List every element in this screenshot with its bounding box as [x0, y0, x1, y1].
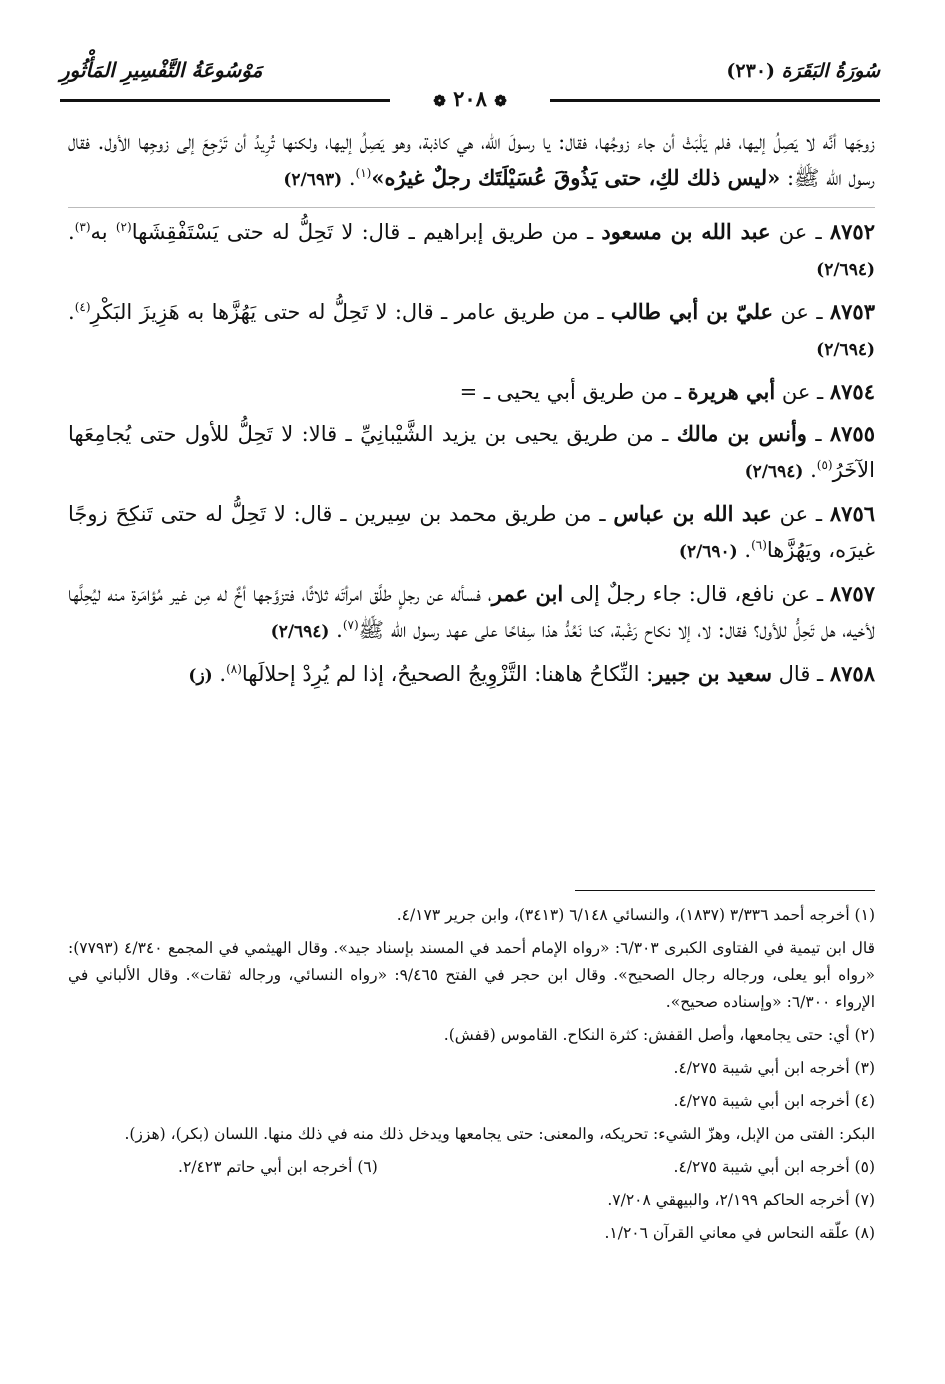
- ornament-icon: ❁: [494, 92, 507, 110]
- volume-reference: (٢/٦٩٤): [816, 340, 875, 360]
- footnote-1: (١) أخرجه أحمد ٣/٣٣٦ (١٨٣٧)، والنسائي ٦/١٤٨ (٣٤١٣)، وابن جرير ٤/١٧٣.: [396, 906, 875, 924]
- narration-paragraph: [68, 416, 875, 490]
- text-run: زوجَها أنَّه لا يَصِلُ إليها، فلم يَلْبَثْ أن جاء زوجُها، فقال: يا رسولَ الله، هي كاذبة، وهو يَصِلُ إليها، ولكنها تُرِيدُ أن تَرْجِعَ إلى زوجِها الأول. فقال رسول الله ﷺ:: [68, 130, 875, 190]
- text-run: .: [68, 220, 75, 244]
- footnote-marker: (١): [355, 166, 372, 180]
- footnote-marker: (٤): [74, 300, 91, 314]
- page-number: ٢٠٨: [453, 86, 487, 111]
- text-run: ـ من طريق أبي يحيى ـ =: [459, 380, 688, 404]
- ornament-icon: ❁: [433, 92, 446, 110]
- narrator-name: عبد الله بن مسعود: [601, 219, 771, 244]
- narrator-name: ابن عمر: [491, 581, 564, 606]
- narration-paragraph: [68, 496, 875, 570]
- volume-reference: (٢/٦٩٠): [678, 542, 738, 562]
- footnote-5: (٥) أخرجه ابن أبي شيبة ٤/٢٧٥.: [673, 1158, 875, 1176]
- narration-number: ٨٧٥٢: [829, 219, 875, 244]
- header-rule: [60, 86, 880, 112]
- text-run: .: [803, 458, 817, 482]
- text-run: ـ عن: [771, 502, 830, 526]
- surah-heading: [726, 60, 880, 82]
- text-run: ـ عن: [770, 220, 830, 244]
- text-run: .: [68, 300, 75, 324]
- footnote-8: (٨) علّقه النحاس في معاني القرآن ١/٢٠٦.: [604, 1224, 875, 1242]
- narrator-name: سعيد بن جبير: [653, 661, 772, 686]
- header-rule-right: [550, 99, 880, 102]
- narration-paragraph: [68, 294, 875, 368]
- text-run: ـ من طريق عامر ـ قال: لا تَحِلُّ له حتى يَهُزَّها به هَزِيزَ البَكْرِ: [90, 300, 611, 324]
- narrator-name: «ليس ذلك لكِ، حتى يَذُوقَ عُسَيْلَتَك رجلٌ غيرُه»: [371, 165, 781, 190]
- narration-number: ٨٧٥٣: [829, 299, 875, 324]
- footnote-7: (٧) أخرجه الحاكم ٢/١٩٩، والبيهقي ٧/٢٠٨.: [607, 1191, 875, 1209]
- text-run: .: [212, 662, 227, 686]
- footnote-3: (٣) أخرجه ابن أبي شيبة ٤/٢٧٥.: [673, 1059, 875, 1077]
- footnote-2: (٢) أي: حتى يجامعها، وأصل القفش: كثرة النكاح. القاموس (قفش).: [443, 1026, 875, 1044]
- book-title: مَوْسُوعَةُ التَّفْسِيرِ المَأْثُورِ: [60, 58, 263, 82]
- narration-number: ٨٧٥٦: [829, 501, 876, 526]
- narration-paragraph: [68, 576, 875, 650]
- footnote-marker: (٣): [74, 220, 91, 234]
- narration-number: ٨٧٥٥: [829, 421, 875, 446]
- narration-number: ٨٧٥٧: [829, 581, 875, 606]
- narrator-name: وأنس بن مالك: [676, 421, 807, 446]
- text-run: ـ من طريق محمد بن سِيرين ـ قال: لا تَحِلُّ له حتى تَنكِحَ زوجًا غيرَه، ويَهُزَّها: [68, 502, 875, 562]
- text-run: ـ من طريق يحيى بن يزيد الشَّيْبانِيِّ ـ قالا: لا تَحِلُّ للأول حتى يُجامِعَها الآخَرُ: [68, 422, 875, 482]
- footnotes: [68, 902, 875, 1253]
- footnote-marker: (٢): [115, 220, 132, 234]
- narration-number: ٨٧٥٨: [829, 661, 875, 686]
- narrator-name: عبد الله بن عباس: [613, 501, 772, 526]
- volume-reference: (ز): [188, 666, 213, 686]
- footnote-marker: (٧): [342, 618, 359, 632]
- footnote-1-comment: قال ابن تيمية في الفتاوى الكبرى ٦/٣٠٣: «رواه الإمام أحمد في المسند بإسناد جيد». وقال الهيثمي في المجمع ٤/٣٤٠ (٧٧٩٣): «رواه أبو يعلى، ورجاله رجال الصحيح». وقال ابن حجر في الفتح ٩/٤٦٥: «رواه النسائي، ورجاله ثقات». وقال الألباني في الإرواء ٦/٣٠٠: «وإسناده صحيح».: [68, 939, 876, 1011]
- narration-paragraph: [68, 374, 875, 410]
- ayah-number: (٢٣٠): [726, 60, 776, 82]
- text-run: به: [90, 220, 116, 244]
- volume-reference: (٢/٦٩٣): [283, 170, 343, 190]
- paragraph-divider: [68, 206, 875, 208]
- footnote-separator: [575, 890, 875, 891]
- text-run: ـ عن: [773, 300, 830, 324]
- footnote-4: (٤) أخرجه ابن أبي شيبة ٤/٢٧٥.: [673, 1092, 875, 1110]
- header-rule-left: [60, 99, 390, 102]
- text-run: ـ من طريق إبراهيم ـ قال: لا تَحِلُّ له حتى يَسْتَفْقِشَها: [131, 220, 602, 244]
- text-run: ـ عن: [775, 380, 830, 404]
- text-run: ـ عن نافع، قال: جاء رجلٌ إلى: [563, 582, 830, 606]
- footnote-marker: (٨): [226, 662, 242, 676]
- text-run: ـ: [806, 422, 830, 446]
- narrator-name: أبي هريرة: [687, 379, 776, 404]
- footnote-6: (٦) أخرجه ابن أبي حاتم ٢/٤٢٣.: [178, 1158, 378, 1176]
- surah-name: سُورَةُ البَقَرَة: [781, 60, 880, 82]
- text-run: .: [329, 618, 343, 642]
- narration-paragraph: [68, 214, 875, 288]
- volume-reference: (٢/٦٩٤): [816, 260, 875, 280]
- text-run: ، فسأله عن رجلٍ طلَّق امرأتَه ثلاثًا، فتزوَّجها أخٌ له مِن غير مُؤامَرة منه ليُحِلَّها لأخيه، هل تَحِلُّ للأول؟ فقال: لا، إلا نكاح رَغْبة، كنا نَعُدُّ هذا سِفاحًا على عهد رسول الله ﷺ: [68, 582, 875, 642]
- text-run: .: [737, 538, 752, 562]
- narrator-name: عليّ بن أبي طالب: [610, 299, 774, 324]
- footnote-4-comment: البكر: الفتى من الإبل، وهزّ الشيء: تحريكه، والمعنى: حتى يجامعها ويدخل ذلك منه في ذلك منها. اللسان (بكر)، (هزز).: [124, 1125, 875, 1143]
- text-run: .: [342, 166, 356, 190]
- continuation-paragraph: [68, 124, 875, 198]
- volume-reference: (٢/٦٩٤): [744, 462, 804, 482]
- footnote-marker: (٦): [751, 538, 767, 552]
- main-text: [68, 124, 875, 700]
- narration-number: ٨٧٥٤: [829, 379, 875, 404]
- text-run: : النِّكاحُ هاهنا: التَّزْوِيجُ الصحيحُ، إذا لم يُرِدْ إحلالَها: [241, 662, 654, 686]
- narration-paragraph: [68, 656, 875, 694]
- footnote-marker: (٥): [816, 458, 833, 472]
- volume-reference: (٢/٦٩٤): [270, 622, 330, 642]
- footnote-row-5-6: [68, 1154, 875, 1181]
- text-run: ـ قال: [772, 662, 830, 686]
- page-number-block: [433, 86, 507, 111]
